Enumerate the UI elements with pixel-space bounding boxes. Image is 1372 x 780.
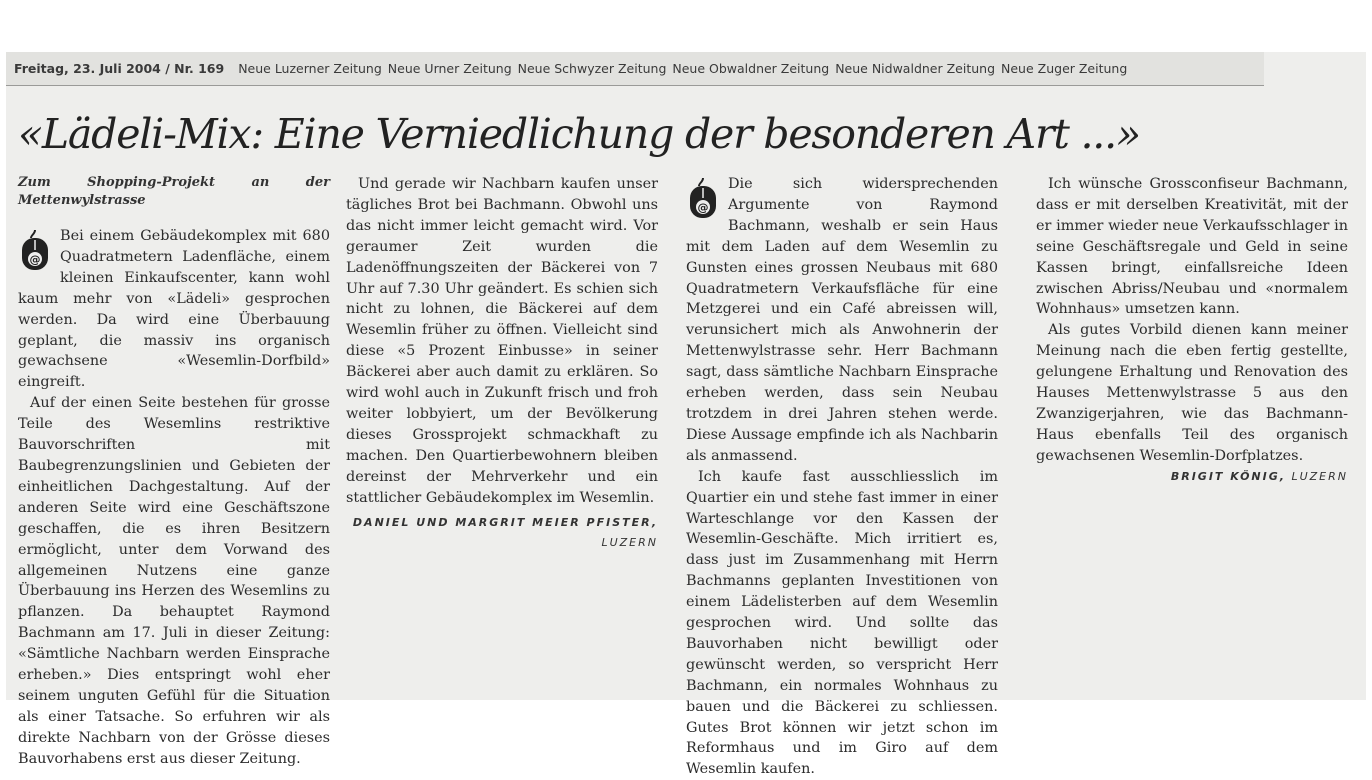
signature-names: BRIGIT KÖNIG, [1170, 469, 1286, 483]
publication-name: Neue Luzerner Zeitung [238, 61, 382, 76]
publication-name: Neue Obwaldner Zeitung [672, 61, 830, 76]
svg-text:@: @ [697, 201, 709, 214]
letter-paragraph: Auf der einen Seite bestehen für grosse Teile des Wesemlins restriktive Bauvorschriften mit Baubegrenzungslinien und Gebieten der einheitlichen Dachgestaltung. Auf der anderen Seite wird eine Geschäftszone geschaffen, die es ihren Besitzern ermöglicht, unter dem Vorwand des allgemeinen Nutzens eine ganze Überbauung ins Herzen des Wesemlins zu pflanzen. Da behauptet Raymond Bachmann am 17. Juli in dieser Zeitung: «Sämtliche Nachbarn werden Einsprache erheben.» Dies entspringt wohl eher seinem unguten Gefühl für die Situation als einer Tatsache. So erfuhren wir als direkte Nachbarn von der Grösse dieses Bauvorhabens erst aus dieser Zeitung. [18, 395, 330, 767]
text-column-4 [1036, 174, 1348, 487]
letter-paragraph: Ich kaufe fast ausschliesslich im Quartier ein und stehe fast immer in einer Warteschlange vor den Kassen der Wesemlin-Geschäfte. Mich irritiert es, dass just im Zusammenhang mit Herrn Bachmanns geplanten Investitionen von einem Lädelisterben auf dem Wesemlin gesprochen wird. Und sollte das Bauvorhaben nicht bewilligt oder gewünscht werden, so verspricht Herr Bachmann, ein normales Wohnhaus zu bauen und die Bäckerei zu schliessen. Gutes Brot können wir jetzt schon im Reformhaus und im Giro auf dem Wesemlin kaufen. [686, 468, 998, 778]
signature-place: LUZERN [1291, 469, 1348, 483]
newspaper-clipping [6, 52, 1366, 778]
letter-paragraph: Als gutes Vorbild dienen kann meiner Meinung nach die eben fertig gestellte, gelungene Erhaltung und Renovation des Hauses Mettenwylstrasse 5 aus den Zwanzigerjahren, wie das Bachmann-Haus ebenfalls Teil des organisch gewachsenen Wesemlin-Dorfplatzes. [1036, 322, 1348, 464]
email-mouse-icon [686, 176, 720, 220]
issue-date: Freitag, 23. Juli 2004 / Nr. 169 [14, 61, 225, 76]
signature-place: LUZERN [601, 535, 658, 549]
letter-paragraph: Die sich widersprechenden Argumente von Raymond Bachmann, weshalb er sein Haus mit dem Laden auf dem Wesemlin zu Gunsten eines grossen Neubaus mit 680 Quadratmetern Verkaufsfläche für eine Metzgerei und ein Café abreissen will, verunsichert mich als Anwohnerin der Mettenwylstrasse sehr. Herr Bachmann sagt, dass sämtliche Nachbarn Einsprache erheben werden, dass sein Neubau trotzdem in drei Jahren stehen werde. Diese Aussage empfinde ich als Nachbarin als anmassend. [686, 176, 998, 464]
letter-paragraph: Bei einem Gebäudekomplex mit 680 Quadratmetern Ladenfläche, einem kleinen Einkaufscenter, kann wohl kaum mehr von «Lädeli» gesprochen werden. Da wird eine Überbauung geplant, die massiv ins organisch gewachsene «Wesemlin-Dorfbild» eingreift. [18, 228, 330, 391]
letter-signature [1036, 467, 1348, 487]
newspaper-header [6, 52, 1264, 86]
publication-name: Neue Schwyzer Zeitung [517, 61, 667, 76]
publication-name: Neue Nidwaldner Zeitung [835, 61, 996, 76]
letter-paragraph: Und gerade wir Nachbarn kaufen unser tägliches Brot bei Bachmann. Obwohl uns das nicht immer leicht gemacht wird. Vor geraumer Zeit wurden die Ladenöffnungszeiten der Bäckerei von 7 Uhr auf 7.30 Uhr geändert. Es schien sich nicht zu lohnen, die Bäckerei auf dem Wesemlin früher zu öffnen. Vielleicht sind diese «5 Prozent Einbusse» in seiner Bäckerei aber auch damit zu erklären. So wird wohl auch in Zukunft frisch und froh weiter lobbyiert, um der Bevölkerung dieses Grossprojekt schmackhaft zu machen. Den Quartierbewohnern bleiben dereinst der Mehrverkehr und ein stattlicher Gebäudekomplex im Wesemlin. [346, 176, 658, 506]
svg-text:@: @ [29, 253, 41, 266]
letter-kicker: Zum Shopping-Projekt an der Mettenwylstrasse [18, 175, 330, 208]
text-column-1 [18, 174, 330, 767]
signature-names: DANIEL UND MARGRIT MEIER PFISTER, [352, 515, 658, 529]
article-headline: «Lädeli-Mix: Eine Verniedlichung der besonderen Art ...» [18, 110, 1140, 158]
publication-name: Neue Zuger Zeitung [1001, 61, 1128, 76]
letter-signature [346, 513, 658, 553]
text-column-2 [346, 174, 658, 553]
email-mouse-icon [18, 228, 52, 272]
publication-name: Neue Urner Zeitung [387, 61, 512, 76]
text-column-3 [686, 174, 998, 778]
letter-paragraph: Ich wünsche Grossconfiseur Bachmann, dass er mit derselben Kreativität, mit der er immer wieder neue Verkaufsschlager in seine Geschäftsregale und Geld in seine Kassen bringt, einfallsreiche Ideen zwischen Abriss/Neubau und «normalem Wohnhaus» umsetzen kann. [1036, 176, 1348, 318]
